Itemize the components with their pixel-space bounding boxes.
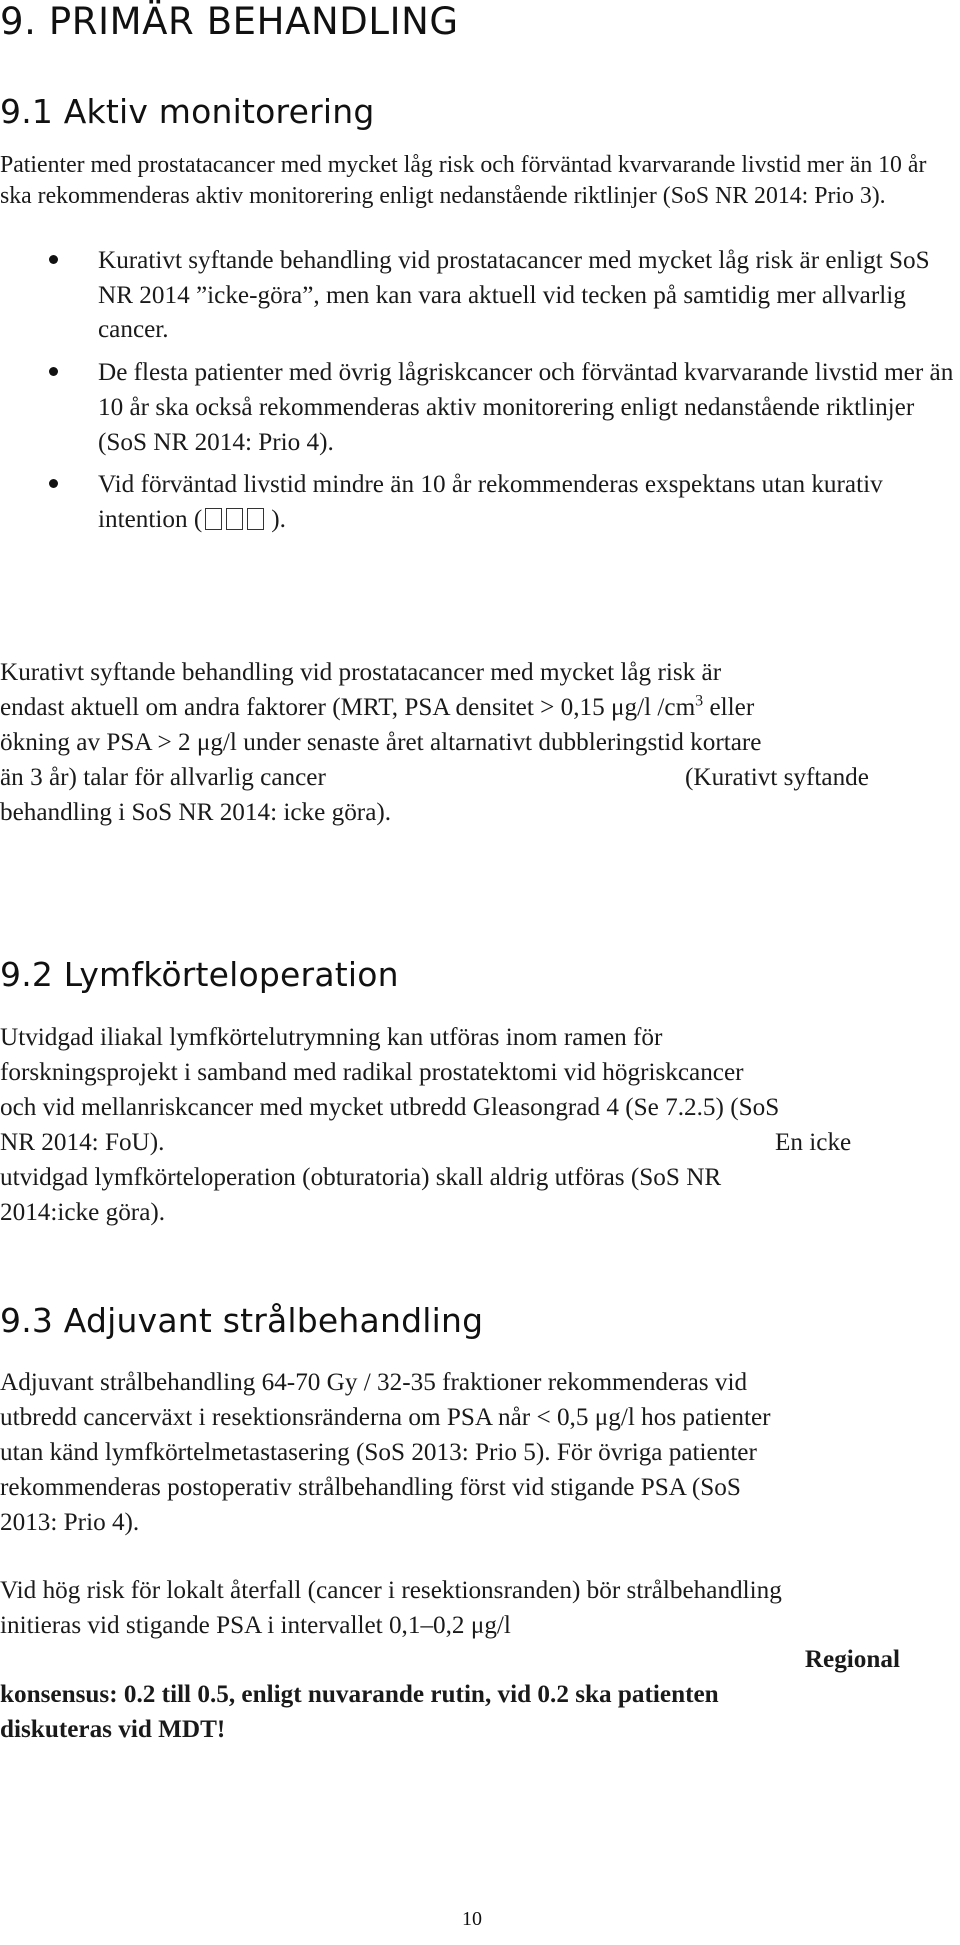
bullet-dot-icon	[49, 255, 58, 264]
bullet-text: De flesta patienter med övrig lågriskcancer och förväntad kvarvarande livstid mer än 10 år ska också rekommenderas aktiv monitorering enligt nedanstående riktlinjer (SoS NR 2014: Prio 4).	[98, 359, 954, 456]
section-9-3-paragraph-2	[0, 1573, 958, 1643]
consensus-block	[0, 1642, 900, 1747]
section-9-1-bullets	[98, 244, 958, 546]
paragraph-line-text-right: En icke	[775, 1129, 852, 1156]
paragraph-line-text: än 3 år) talar för allvarlig cancer	[0, 764, 326, 791]
section-9-1-paragraph	[0, 655, 958, 830]
bullet-paren-open: (	[193, 505, 203, 533]
paragraph-line	[0, 690, 958, 725]
bullet-text: Kurativt syftande behandling vid prostatacancer med mycket låg risk är enligt SoS NR 2014 ”icke-göra”, men kan vara aktuell vid tecken på samtidig mer allvarlig cancer.	[98, 247, 930, 344]
paragraph-line: Kurativt syftande behandling vid prostatacancer med mycket låg risk är	[0, 659, 722, 686]
chapter-heading: 9. PRIMÄR BEHANDLING	[0, 0, 459, 43]
paragraph-line: utan känd lymfkörtelmetastasering (SoS 2013: Prio 5). För övriga patienter	[0, 1439, 757, 1466]
paragraph-line-text: NR 2014: FoU).	[0, 1129, 165, 1156]
paragraph-line: rekommenderas postoperativ strålbehandling först vid stigande PSA (SoS	[0, 1474, 741, 1501]
missing-glyph-icon	[205, 503, 268, 538]
section-9-2-paragraph	[0, 1020, 958, 1230]
bullet-dot-icon	[49, 479, 58, 488]
bullet-paren-close: ).	[271, 505, 286, 533]
paragraph-line: 2013: Prio 4).	[0, 1509, 140, 1536]
superscript: 3	[695, 692, 704, 710]
bullet-dot-icon	[49, 367, 58, 376]
paragraph-line: forskningsprojekt i samband med radikal prostatektomi vid högriskcancer	[0, 1059, 744, 1086]
paragraph-line: ökning av PSA > 2 μg/l under senaste året altarnativt dubbleringstid kortare	[0, 729, 762, 756]
bullet-item	[98, 468, 958, 537]
section-heading-9-1: 9.1 Aktiv monitorering	[0, 92, 375, 131]
paragraph-line: utvidgad lymfkörteloperation (obturatoria) skall aldrig utföras (SoS NR	[0, 1164, 722, 1191]
bullet-item	[98, 356, 958, 460]
paragraph-line-text-right: (Kurativt syftande	[685, 764, 869, 791]
consensus-line: diskuteras vid MDT!	[0, 1716, 226, 1743]
consensus-line: konsensus: 0.2 till 0.5, enligt nuvarande rutin, vid 0.2 ska patienten	[0, 1681, 719, 1708]
paragraph-line: behandling i SoS NR 2014: icke göra).	[0, 799, 392, 826]
paragraph-line: Utvidgad iliakal lymfkörtelutrymning kan utföras inom ramen för	[0, 1024, 663, 1051]
bullet-text: Vid förväntad livstid mindre än 10 år rekommenderas exspektans utan kurativ intention	[98, 471, 883, 533]
paragraph-line-tail: eller	[703, 694, 755, 721]
paragraph-line-text: endast aktuell om andra faktorer (MRT, PSA densitet > 0,15 μg/l /cm	[0, 694, 696, 721]
paragraph-line: 2014:icke göra).	[0, 1199, 166, 1226]
paragraph-line: utbredd cancerväxt i resektionsränderna om PSA når < 0,5 μg/l hos patienter	[0, 1404, 771, 1431]
paragraph-line	[0, 1125, 958, 1160]
paragraph-line: Adjuvant strålbehandling 64-70 Gy / 32-35 fraktioner rekommenderas vid	[0, 1369, 748, 1396]
paragraph-line: initieras vid stigande PSA i intervallet 0,1–0,2 μg/l	[0, 1612, 511, 1639]
paragraph-line: Vid hög risk för lokalt återfall (cancer i resektionsranden) bör strålbehandling	[0, 1577, 782, 1604]
paragraph-line: och vid mellanriskcancer med mycket utbredd Gleasongrad 4 (Se 7.2.5) (SoS	[0, 1094, 780, 1121]
section-9-3-paragraph-1	[0, 1365, 958, 1540]
section-heading-9-2: 9.2 Lymfkörteloperation	[0, 955, 399, 994]
page-number: 10	[462, 1908, 482, 1930]
bullet-item	[98, 244, 958, 348]
paragraph-line	[0, 760, 958, 795]
section-heading-9-3: 9.3 Adjuvant strålbehandling	[0, 1301, 484, 1340]
consensus-label: Regional	[804, 1646, 900, 1673]
section-9-1-intro: Patienter med prostatacancer med mycket låg risk och förväntad kvarvarande livstid mer än 10 år ska rekommenderas aktiv monitorering enligt nedanstående riktlinjer (SoS NR 2014: Prio 3).	[0, 152, 927, 209]
